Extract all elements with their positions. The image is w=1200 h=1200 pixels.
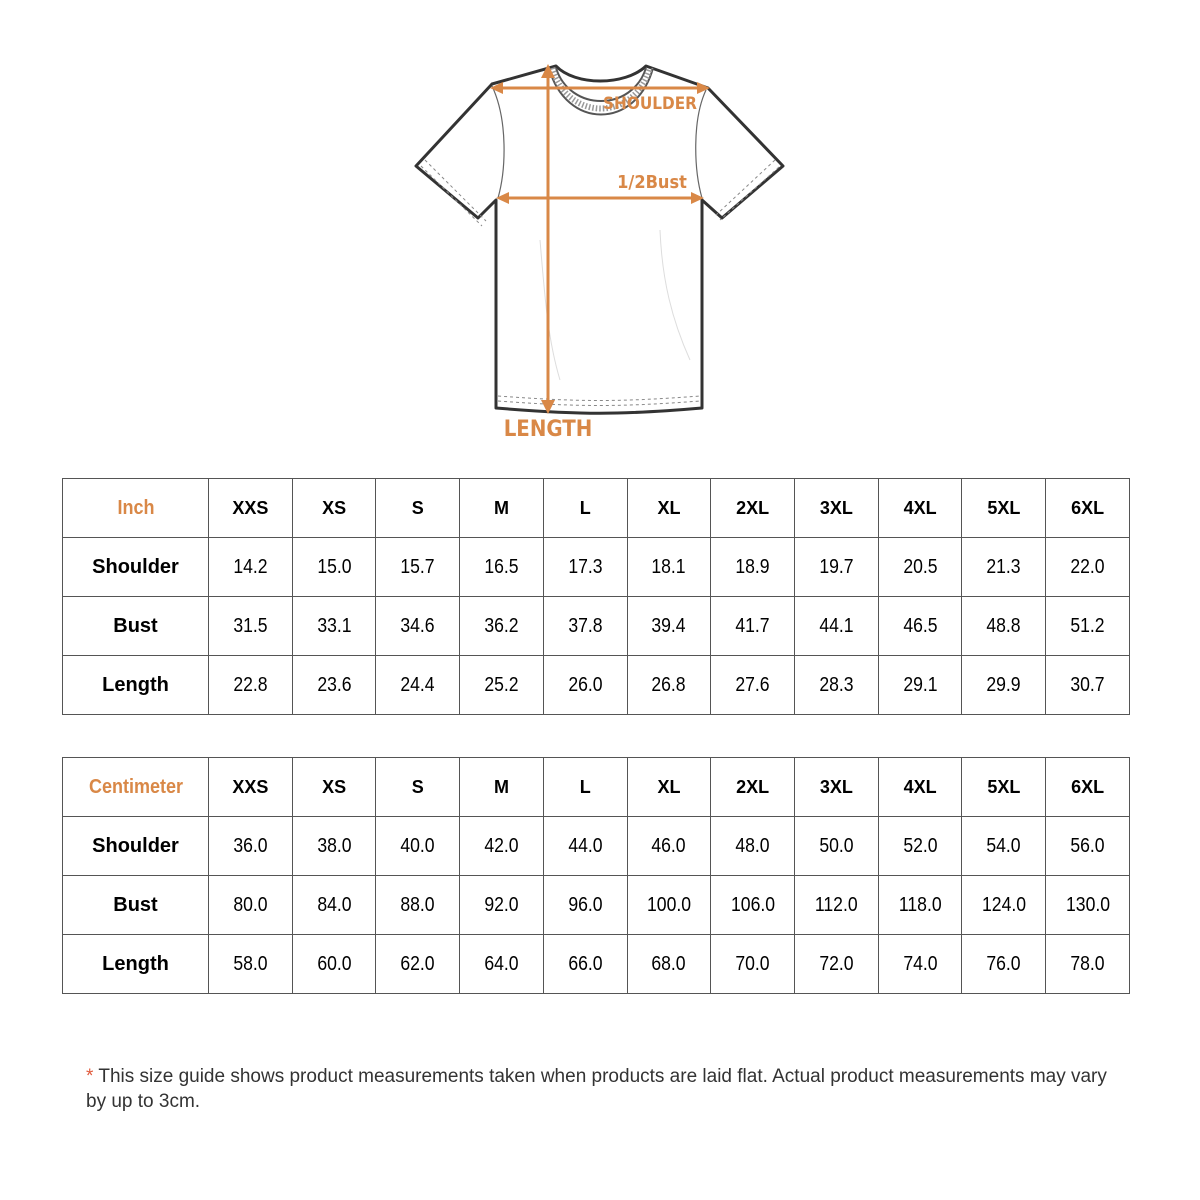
measurement-cell [209, 656, 293, 715]
row-label: Length [63, 656, 209, 715]
measurement-cell [878, 876, 962, 935]
measurement-cell [962, 538, 1046, 597]
measurement-value: 27.6 [735, 673, 770, 696]
measurement-value: 39.4 [651, 614, 687, 637]
measurement-value: 29.1 [902, 673, 938, 696]
measurement-cell [460, 656, 544, 715]
measurement-cell [627, 935, 711, 994]
measurement-cell [795, 538, 879, 597]
size-header: XXS [209, 758, 293, 817]
measurement-value: 18.1 [651, 555, 687, 578]
measurement-value: 112.0 [815, 893, 858, 916]
measurement-cell [962, 597, 1046, 656]
measurement-value: 22.0 [1070, 555, 1105, 578]
size-header: XS [292, 758, 376, 817]
measurement-value: 44.1 [819, 614, 854, 637]
measurement-cell [627, 656, 711, 715]
measurement-cell [376, 817, 460, 876]
measurement-cell [543, 817, 627, 876]
size-header: XL [627, 758, 711, 817]
measurement-value: 37.8 [568, 614, 603, 637]
measurement-cell [1046, 935, 1130, 994]
table-row [63, 656, 1130, 715]
measurement-cell [795, 935, 879, 994]
measurement-value: 31.5 [233, 614, 268, 637]
measurement-cell [1046, 817, 1130, 876]
measurement-value: 18.9 [735, 555, 770, 578]
size-header: 2XL [711, 479, 795, 538]
table-row [63, 876, 1130, 935]
measurement-cell [795, 817, 879, 876]
measurement-cell [711, 817, 795, 876]
measurement-value: 48.0 [735, 834, 770, 857]
size-header: M [460, 758, 544, 817]
measurement-cell [376, 935, 460, 994]
measurement-value: 25.2 [484, 673, 519, 696]
measurement-cell [376, 597, 460, 656]
measurement-cell [292, 656, 376, 715]
measurement-value: 76.0 [986, 952, 1021, 975]
measurement-value: 29.9 [986, 673, 1021, 696]
measurement-cell [460, 876, 544, 935]
measurement-cell [627, 876, 711, 935]
measurement-cell [543, 876, 627, 935]
measurement-cell [1046, 538, 1130, 597]
table-header-row [63, 758, 1130, 817]
measurement-cell [376, 656, 460, 715]
measurement-cell [376, 538, 460, 597]
measurement-value: 17.3 [568, 555, 603, 578]
measurement-cell [1046, 656, 1130, 715]
measurement-cell [292, 876, 376, 935]
measurement-cell [627, 817, 711, 876]
measurement-value: 24.4 [400, 673, 435, 696]
measurement-value: 92.0 [484, 893, 519, 916]
measurement-value: 46.5 [902, 614, 938, 637]
measurement-value: 28.3 [819, 673, 854, 696]
measurement-cell [878, 935, 962, 994]
measurement-value: 68.0 [651, 952, 687, 975]
measurement-value: 70.0 [735, 952, 770, 975]
table-row [63, 817, 1130, 876]
measurement-value: 14.2 [233, 555, 268, 578]
size-header: 6XL [1046, 758, 1130, 817]
size-header: XXS [209, 479, 293, 538]
tshirt-icon [416, 66, 783, 413]
inch-size-table [62, 478, 1130, 715]
measurement-value: 80.0 [233, 893, 268, 916]
measurement-cell [962, 817, 1046, 876]
measurement-value: 19.7 [819, 555, 854, 578]
measurement-cell [878, 597, 962, 656]
measurement-value: 78.0 [1070, 952, 1105, 975]
measurement-cell [292, 935, 376, 994]
measurement-value: 58.0 [233, 952, 268, 975]
measurement-value: 38.0 [316, 834, 352, 857]
size-header: 3XL [795, 479, 879, 538]
measurement-cell [209, 538, 293, 597]
measurement-cell [543, 538, 627, 597]
measurement-cell [711, 656, 795, 715]
row-label: Bust [63, 597, 209, 656]
size-header: 6XL [1046, 479, 1130, 538]
measurement-value: 26.8 [651, 673, 687, 696]
measurement-cell [209, 935, 293, 994]
measurement-cell [460, 817, 544, 876]
measurement-cell [460, 538, 544, 597]
measurement-cell [1046, 597, 1130, 656]
unit-label: Inch [70, 479, 201, 538]
measurement-value: 22.8 [233, 673, 268, 696]
measurement-cell [711, 597, 795, 656]
measurement-value: 33.1 [316, 614, 352, 637]
size-header: L [543, 758, 627, 817]
note-asterisk: * [86, 1066, 94, 1087]
measurement-value: 62.0 [400, 952, 435, 975]
size-header: L [543, 479, 627, 538]
measurement-value: 124.0 [981, 893, 1026, 916]
size-header: S [376, 758, 460, 817]
measurement-value: 60.0 [316, 952, 352, 975]
measurement-value: 15.7 [400, 555, 435, 578]
measurement-value: 34.6 [400, 614, 435, 637]
measurement-value: 74.0 [902, 952, 938, 975]
row-label: Bust [63, 876, 209, 935]
measurement-value: 21.3 [986, 555, 1021, 578]
table-row [63, 935, 1130, 994]
size-header: 4XL [878, 758, 962, 817]
measurement-value: 88.0 [400, 893, 435, 916]
size-header: 5XL [962, 479, 1046, 538]
measurement-cell [711, 876, 795, 935]
measurement-cell [1046, 876, 1130, 935]
size-header: XL [627, 479, 711, 538]
measurement-value: 84.0 [316, 893, 352, 916]
measurement-value: 40.0 [400, 834, 435, 857]
measurement-cell [209, 876, 293, 935]
table-row [63, 538, 1130, 597]
measurement-cell [627, 597, 711, 656]
measurement-cell [376, 876, 460, 935]
measurement-cell [209, 597, 293, 656]
measurement-cell [878, 538, 962, 597]
measurement-cell [460, 935, 544, 994]
measurement-cell [878, 817, 962, 876]
measurement-value: 130.0 [1065, 893, 1110, 916]
measurement-value: 36.0 [233, 834, 268, 857]
measurement-value: 30.7 [1070, 673, 1105, 696]
measurement-value: 41.7 [735, 614, 770, 637]
measurement-value: 66.0 [568, 952, 603, 975]
measurement-cell [795, 656, 879, 715]
unit-label: Centimeter [70, 758, 201, 817]
centimeter-size-table [62, 757, 1130, 994]
measurement-value: 51.2 [1070, 614, 1105, 637]
tshirt-measurement-diagram [0, 0, 1200, 460]
measurement-cell [795, 597, 879, 656]
row-label: Length [63, 935, 209, 994]
size-header: 2XL [711, 758, 795, 817]
measurement-value: 46.0 [651, 834, 687, 857]
measurement-cell [543, 597, 627, 656]
table-header-row [63, 479, 1130, 538]
measurement-value: 16.5 [484, 555, 519, 578]
measurement-value: 48.8 [986, 614, 1021, 637]
measurement-value: 100.0 [646, 893, 691, 916]
row-label: Shoulder [63, 817, 209, 876]
measurement-cell [795, 876, 879, 935]
measurement-value: 42.0 [484, 834, 519, 857]
size-header: 3XL [795, 758, 879, 817]
measurement-value: 20.5 [902, 555, 938, 578]
shoulder-label: SHOULDER [603, 94, 697, 114]
measurement-value: 54.0 [986, 834, 1021, 857]
measurement-value: 96.0 [568, 893, 603, 916]
measurement-cell [962, 656, 1046, 715]
measurement-cell [962, 876, 1046, 935]
length-label: LENGTH [503, 417, 593, 442]
measurement-value: 72.0 [819, 952, 854, 975]
measurement-cell [209, 817, 293, 876]
measurement-value: 44.0 [568, 834, 603, 857]
measurement-cell [292, 817, 376, 876]
size-header: 5XL [962, 758, 1046, 817]
measurement-value: 50.0 [819, 834, 854, 857]
size-header: 4XL [878, 479, 962, 538]
measurement-cell [460, 597, 544, 656]
measurement-cell [711, 538, 795, 597]
size-guide-note [86, 1064, 1126, 1114]
table-row [63, 597, 1130, 656]
measurement-cell [292, 597, 376, 656]
measurement-cell [292, 538, 376, 597]
bust-label: 1/2Bust [617, 172, 687, 193]
measurement-value: 56.0 [1070, 834, 1105, 857]
note-text: This size guide shows product measurements taken when products are laid flat. Actual product measurements may vary by up to 3cm. [86, 1066, 1107, 1112]
measurement-value: 64.0 [484, 952, 519, 975]
measurement-value: 23.6 [316, 673, 352, 696]
size-header: XS [292, 479, 376, 538]
measurement-value: 106.0 [730, 893, 775, 916]
measurement-cell [878, 656, 962, 715]
measurement-cell [711, 935, 795, 994]
size-header: M [460, 479, 544, 538]
measurement-value: 15.0 [316, 555, 352, 578]
measurement-cell [543, 935, 627, 994]
measurement-cell [627, 538, 711, 597]
measurement-cell [962, 935, 1046, 994]
size-header: S [376, 479, 460, 538]
measurement-cell [543, 656, 627, 715]
measurement-value: 118.0 [898, 893, 942, 916]
measurement-value: 36.2 [484, 614, 519, 637]
row-label: Shoulder [63, 538, 209, 597]
measurement-value: 52.0 [902, 834, 938, 857]
measurement-value: 26.0 [568, 673, 603, 696]
